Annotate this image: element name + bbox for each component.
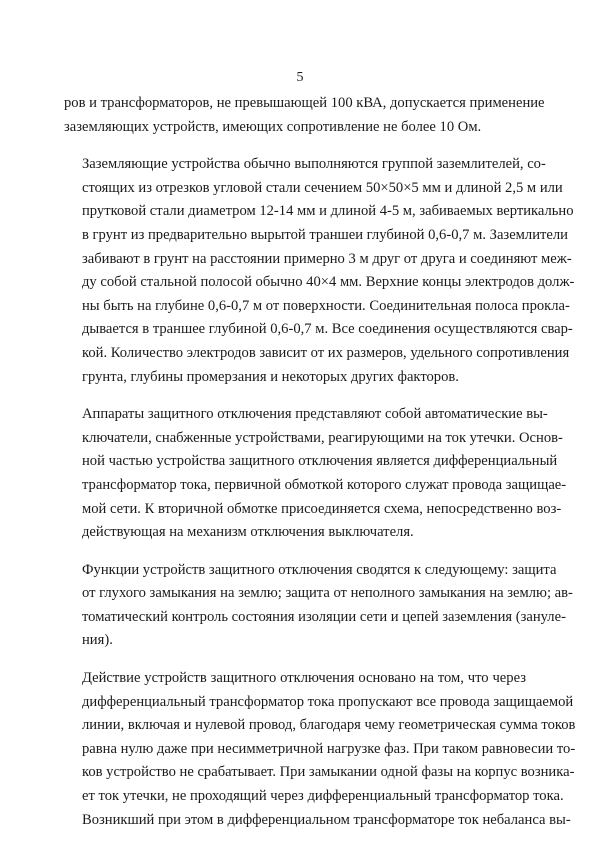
text-line: ров и трансформаторов, не превышающей 100 кВА, допускается применение — [64, 95, 545, 111]
text-line: грунта, глубины промерзания и некоторых других факторов. — [82, 368, 459, 385]
text-line: дывается в траншее глубиной 0,6-0,7 м. Все соединения осуществляются свар- — [82, 321, 573, 338]
text-line: ду собой стальной полосой обычно 40×4 мм. Верхние концы электродов долж- — [82, 274, 575, 291]
paragraph — [64, 403, 567, 545]
text-line: равна нулю даже при несимметричной нагрузке фаз. При таком равновесии то- — [82, 740, 576, 757]
text-line: прутковой стали диаметром 12-14 мм и длиной 4-5 м, забиваемых вертикально — [82, 203, 574, 220]
text-line: Возникший при этом в дифференциальном трансформаторе ток небаланса вы- — [82, 811, 571, 828]
text-line: кой. Количество электродов зависит от их размеров, удельного сопротивления — [82, 344, 570, 361]
paragraph — [64, 153, 575, 389]
text-line: мой сети. К вторичной обмотке присоединяется схема, непосредственно воз- — [82, 500, 562, 517]
paragraph — [64, 92, 545, 139]
text-line: стоящих из отрезков угловой стали сечением 50×50×5 мм и длиной 2,5 м или — [82, 179, 563, 196]
text-line: ет ток утечки, не проходящий через дифференциальный трансформатор тока. — [82, 788, 564, 805]
body-text — [64, 92, 576, 846]
text-line: ной частью устройства защитного отключения является дифференциальный — [82, 453, 558, 470]
text-line: действующая на механизм отключения выключателя. — [82, 524, 414, 541]
page-number: 5 — [296, 70, 304, 85]
paragraph — [64, 559, 573, 653]
paragraph — [64, 667, 576, 832]
text-line: Действие устройств защитного отключения основано на том, что через — [82, 670, 526, 687]
text-line: в грунт из предварительно вырытой траншеи глубиной 0,6-0,7 м. Заземлители — [82, 226, 568, 243]
text-line: ния). — [82, 632, 113, 649]
text-line: Функции устройств защитного отключения сводятся к следующему: защита — [82, 561, 557, 578]
text-line: ков устройство не срабатывает. При замыкании одной фазы на корпус возника- — [82, 764, 575, 781]
text-line: линии, включая и нулевой провод, благодаря чему геометрическая сумма токов — [82, 717, 576, 734]
text-line: дифференциальный трансформатор тока пропускают все провода защищаемой — [82, 693, 574, 710]
text-line: заземляющих устройств, имеющих сопротивление не более 10 Ом. — [64, 118, 482, 135]
text-line: ключатели, снабженные устройствами, реагирующими на ток утечки. Основ- — [82, 429, 563, 446]
text-line: томатический контроль состояния изоляции сети и цепей заземления (зануле- — [82, 608, 566, 625]
text-line: Аппараты защитного отключения представляют собой автоматические вы- — [82, 406, 548, 423]
text-line: ны быть на глубине 0,6-0,7 м от поверхности. Соединительная полоса прокла- — [82, 297, 570, 314]
text-line: от глухого замыкания на землю; защита от неполного замыкания на землю; ав- — [82, 585, 573, 602]
text-line: трансформатор тока, первичной обмоткой которого служат провода защищае- — [82, 476, 567, 493]
text-line: Заземляющие устройства обычно выполняются группой заземлителей, со- — [82, 156, 546, 173]
text-line: забивают в грунт на расстоянии примерно 3 м друг от друга и соединяют меж- — [82, 250, 572, 267]
